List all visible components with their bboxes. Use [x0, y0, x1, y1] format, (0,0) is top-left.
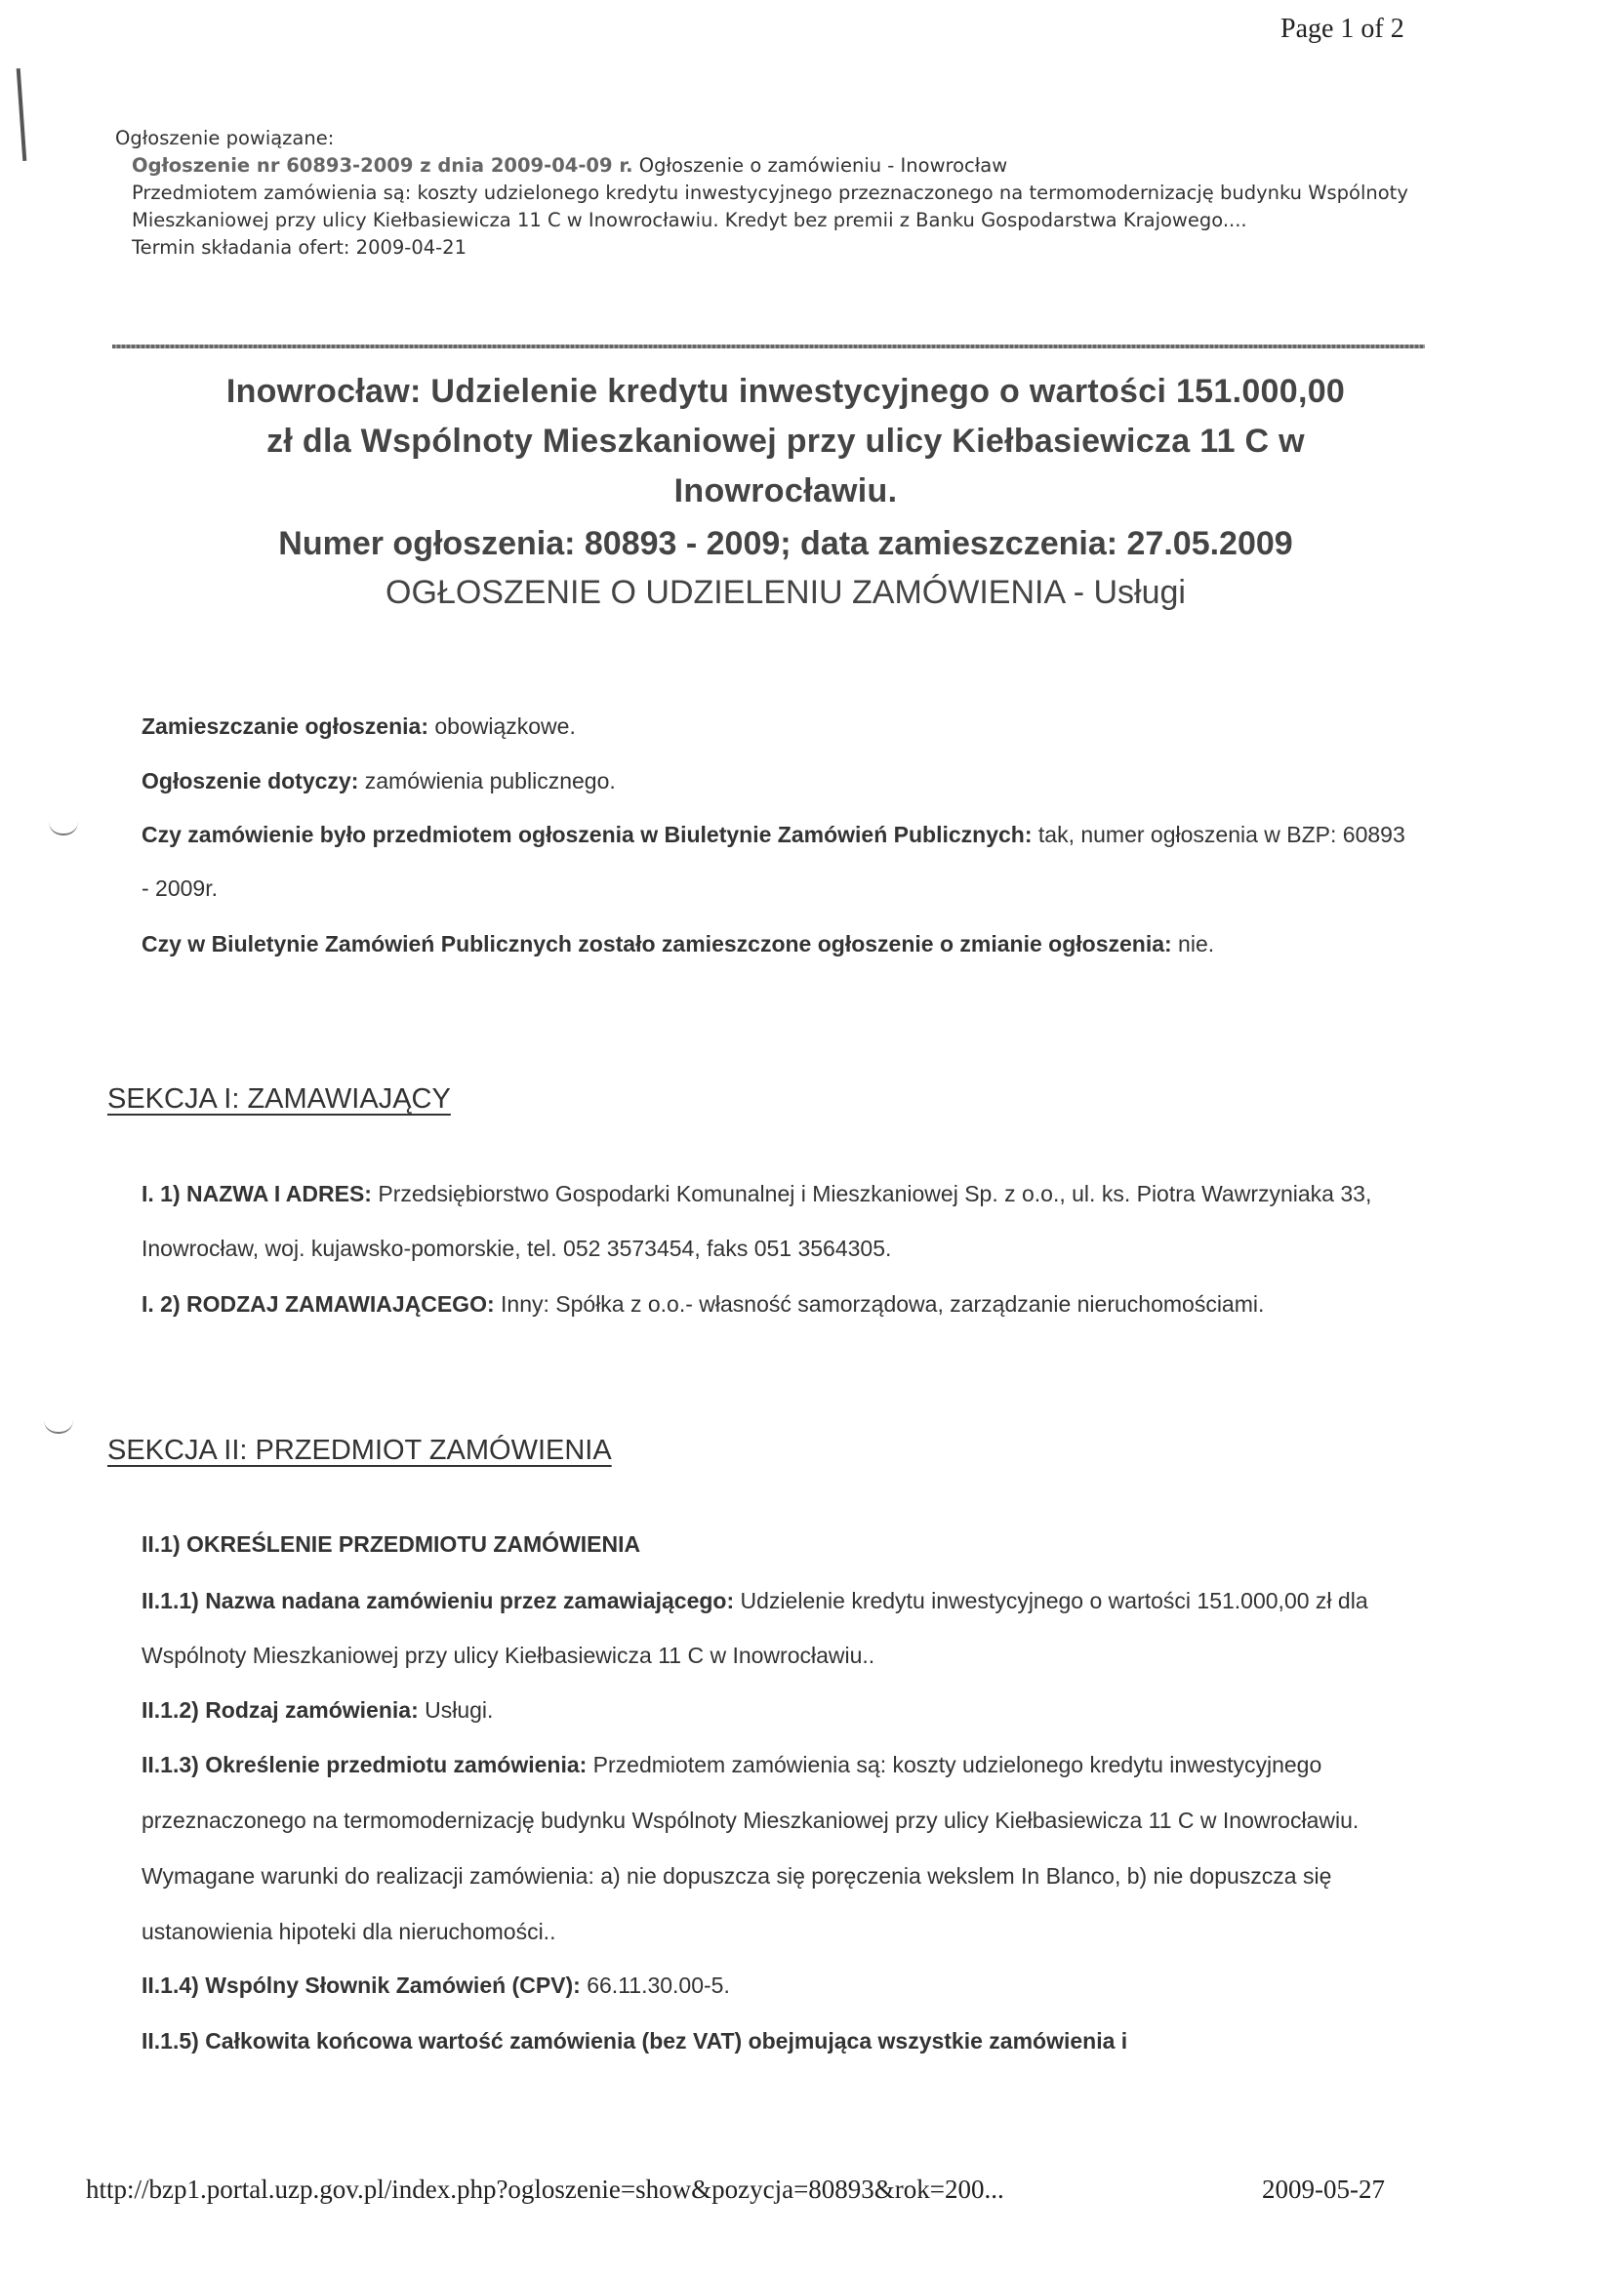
notice-kind: OGŁOSZENIE O UDZIELENIU ZAMÓWIENIA - Usługi	[386, 574, 1186, 611]
divider	[112, 345, 1425, 348]
related-notice-label: Ogłoszenie powiązane:	[115, 127, 335, 149]
subsection-heading	[142, 1517, 1440, 1572]
footer-url[interactable]: http://bzp1.portal.uzp.gov.pl/index.php?ogloszenie=show&pozycja=80893&rok=200...	[86, 2175, 1004, 2204]
field-value: obowiązkowe.	[427, 713, 576, 739]
title-line-2: zł dla Wspólnoty Mieszkaniowej przy ulicy Kiełbasiewicza 11 C w	[266, 423, 1305, 460]
field-value: nie.	[1171, 931, 1215, 956]
field-label: Czy zamówienie było przedmiotem ogłoszenia w Biuletynie Zamówień Publicznych:	[142, 822, 1033, 847]
field-label: II.1.4) Wspólny Słownik Zamówień (CPV):	[142, 1973, 581, 1998]
field-value: 66.11.30.00-5.	[580, 1973, 730, 1998]
field-label: II.1.3) Określenie przedmiotu zamówienia:	[142, 1752, 588, 1777]
notice-number: Numer ogłoszenia: 80893 - 2009; data zamieszczenia: 27.05.2009	[278, 525, 1293, 562]
field-label: Czy w Biuletynie Zamówień Publicznych zostało zamieszczone ogłoszenie o zmianie ogłoszenia:	[142, 931, 1172, 956]
subsection-heading-text: II.1) OKREŚLENIE PRZEDMIOTU ZAMÓWIENIA	[142, 1531, 641, 1557]
section-heading: SEKCJA I: ZAMAWIAJĄCY	[107, 1083, 451, 1115]
field-value: Przedsiębiorstwo Gospodarki Komunalnej i Mieszkaniowej Sp. z o.o., ul. ks. Piotra Wawrzyniaka 33, Inowrocław, woj. kujawsko-pomorskie, tel. 052 3573454, faks 051 3564305.	[142, 1181, 1372, 1261]
margin-tick-mark	[49, 822, 78, 835]
section2-field	[142, 2014, 1440, 2069]
general-field	[142, 699, 1440, 754]
scan-artifact-mark	[17, 68, 27, 161]
general-field	[142, 917, 1430, 971]
field-value: Udzielenie kredytu inwestycyjnego o wartości 151.000,00 zł dla Wspólnoty Mieszkaniowej przy ulicy Kiełbasiewicza 11 C w Inowrocławiu..	[142, 1588, 1368, 1668]
field-label: II.1.5) Całkowita końcowa wartość zamówienia (bez VAT) obejmująca wszystkie zamówienia i	[142, 2028, 1128, 2054]
field-value: Przedmiotem zamówienia są: koszty udzielonego kredytu inwestycyjnego przeznaczonego na termomodernizację budynku Wspólnoty Mieszkaniowej przy ulicy Kiełbasiewicza 11 C w Inowrocławiu. Wymagane warunki do realizacji zamówienia: a) nie dopuszcza się poręczenia wekslem In Blanco, b) nie dopuszcza się ustanowienia hipoteki dla nieruchomości..	[142, 1752, 1360, 1944]
title-line-1: Inowrocław: Udzielenie kredytu inwestycyjnego o wartości 151.000,00	[225, 373, 1346, 410]
section2-field	[142, 1683, 1440, 1738]
field-value: Inny: Spółka z o.o.- własność samorządowa, zarządzanie nieruchomościami.	[494, 1291, 1265, 1317]
field-label: Zamieszczanie ogłoszenia:	[142, 713, 428, 739]
general-field	[142, 753, 1440, 809]
related-notice-deadline: Termin składania ofert: 2009-04-21	[132, 236, 467, 259]
field-value: zamówienia publicznego.	[358, 768, 616, 793]
related-notice	[115, 125, 1442, 262]
title-line-3: Inowrocławiu.	[673, 472, 898, 509]
page-footer	[86, 2175, 1433, 2205]
general-field	[142, 808, 1410, 915]
section2-field	[142, 1737, 1430, 1960]
field-value: tak, numer ogłoszenia w BZP: 60893 - 2009r.	[142, 822, 1405, 901]
title-block	[117, 367, 1454, 616]
related-notice-link[interactable]: Ogłoszenie nr 60893-2009 z dnia 2009-04-09 r.	[132, 154, 633, 177]
margin-tick-mark	[44, 1420, 73, 1434]
field-label: I. 1) NAZWA I ADRES:	[142, 1181, 372, 1206]
field-label: II.1.2) Rodzaj zamówienia:	[142, 1697, 419, 1723]
section2-field	[142, 1958, 1440, 2014]
section2-field	[142, 1573, 1440, 1683]
field-label: II.1.1) Nazwa nadana zamówieniu przez zamawiającego:	[142, 1588, 735, 1613]
field-label: Ogłoszenie dotyczy:	[142, 768, 359, 793]
field-label: I. 2) RODZAJ ZAMAWIAJĄCEGO:	[142, 1291, 495, 1317]
section1-field	[142, 1166, 1440, 1276]
page-indicator: Page 1 of 2	[1280, 14, 1404, 44]
footer-date: 2009-05-27	[1262, 2175, 1385, 2204]
related-notice-description: Przedmiotem zamówienia są: koszty udzielonego kredytu inwestycyjnego przeznaczonego na termomodernizację budynku Wspólnoty Mieszkaniowej przy ulicy Kiełbasiewicza 11 C w Inowrocławiu. Kredyt bez premii z Banku Gospodarstwa Krajowego....	[132, 182, 1408, 231]
related-notice-link-suffix: Ogłoszenie o zamówieniu - Inowrocław	[632, 154, 1008, 177]
section-heading: SEKCJA II: PRZEDMIOT ZAMÓWIENIA	[107, 1435, 612, 1466]
field-value: Usługi.	[418, 1697, 494, 1723]
section1-field	[142, 1277, 1332, 1331]
